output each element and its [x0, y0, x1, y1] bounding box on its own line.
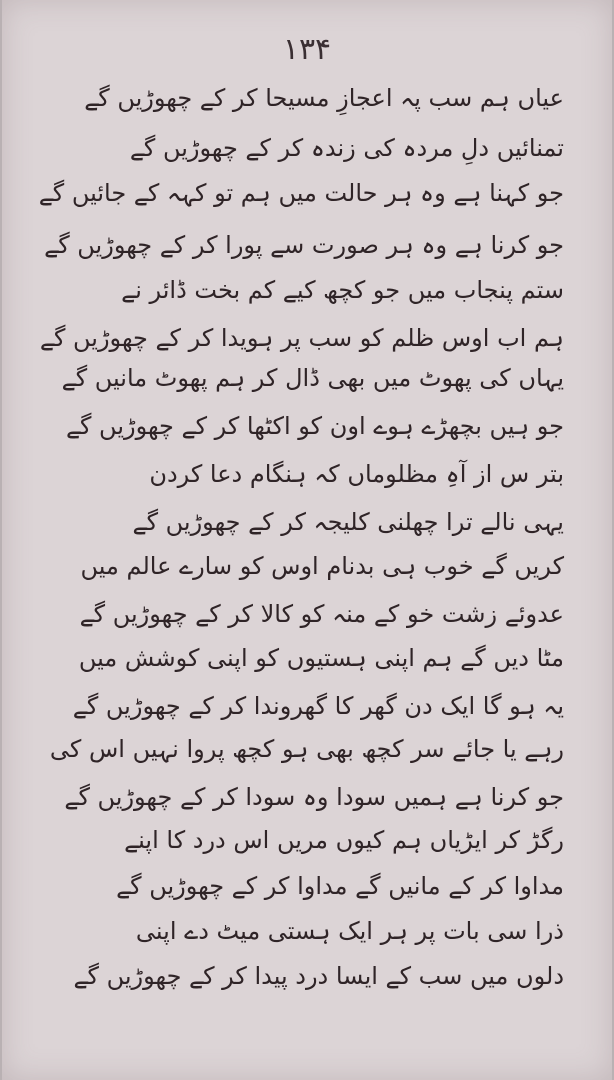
- verse-line-15: رہے یا جائے سر کچھ بھی ہو کچھ پروا نہیں اس کی: [49, 735, 564, 763]
- verse-line-14: یہ ہو گا ایک دن گھر کا گھروندا کر کے چھوڑیں گے: [72, 692, 564, 720]
- verse-line-13: مٹا دیں گے ہم اپنی ہستیوں کو اپنی کوشش میں: [78, 644, 564, 672]
- verse-line-4: جو کرنا ہے وہ ہر صورت سے پورا کر کے چھوڑیں گے: [44, 231, 564, 259]
- verse-line-1: عیاں ہم سب پہ اعجازِ مسیحا کر کے چھوڑیں گے: [84, 84, 564, 112]
- verse-line-5: ستم پنجاب میں جو کچھ کیے کم بخت ڈائر نے: [121, 276, 564, 304]
- verse-line-3: جو کہنا ہے وہ ہر حالت میں ہم تو کہہ کے جائیں گے: [38, 179, 564, 207]
- book-page: [2, 0, 612, 1080]
- verse-line-10: یہی نالے ترا چھلنی کلیجہ کر کے چھوڑیں گے: [132, 508, 564, 536]
- verse-line-11: کریں گے خوب ہی بدنام اوس کو سارے عالم میں: [80, 552, 564, 580]
- verse-line-20: دلوں میں سب کے ایسا درد پیدا کر کے چھوڑیں گے: [73, 962, 564, 990]
- verse-line-19: ذرا سی بات پر ہر ایک ہستی میٹ دے اپنی: [135, 917, 564, 945]
- verse-line-17: رگڑ کر ایڑیاں ہم کیوں مریں اس درد کا اپنے: [124, 826, 564, 854]
- verse-line-8: جو ہیں بچھڑے ہوے اون کو اکٹھا کر کے چھوڑیں گے: [65, 412, 564, 440]
- verse-line-7: یہاں کی پھوٹ میں بھی ڈال کر ہم پھوٹ مانیں گے: [61, 364, 564, 392]
- verse-line-12: عدوئے زشت خو کے منہ کو کالا کر کے چھوڑیں گے: [79, 600, 564, 628]
- verse-line-2: تمنائیں دلِ مردہ کی زندہ کر کے چھوڑیں گے: [129, 134, 564, 162]
- verse-line-9: بتر س از آہِ مظلوماں کہ ہنگام دعا کردن: [149, 460, 564, 488]
- verse-line-18: مداوا کر کے مانیں گے مداوا کر کے چھوڑیں گے: [116, 872, 564, 900]
- verse-line-16: جو کرنا ہے ہمیں سودا وہ سودا کر کے چھوڑیں گے: [64, 783, 564, 811]
- page-number: ۱۳۴: [282, 32, 332, 67]
- verse-line-6: ہم اب اوس ظلم کو سب پر ہویدا کر کے چھوڑیں گے: [39, 324, 564, 352]
